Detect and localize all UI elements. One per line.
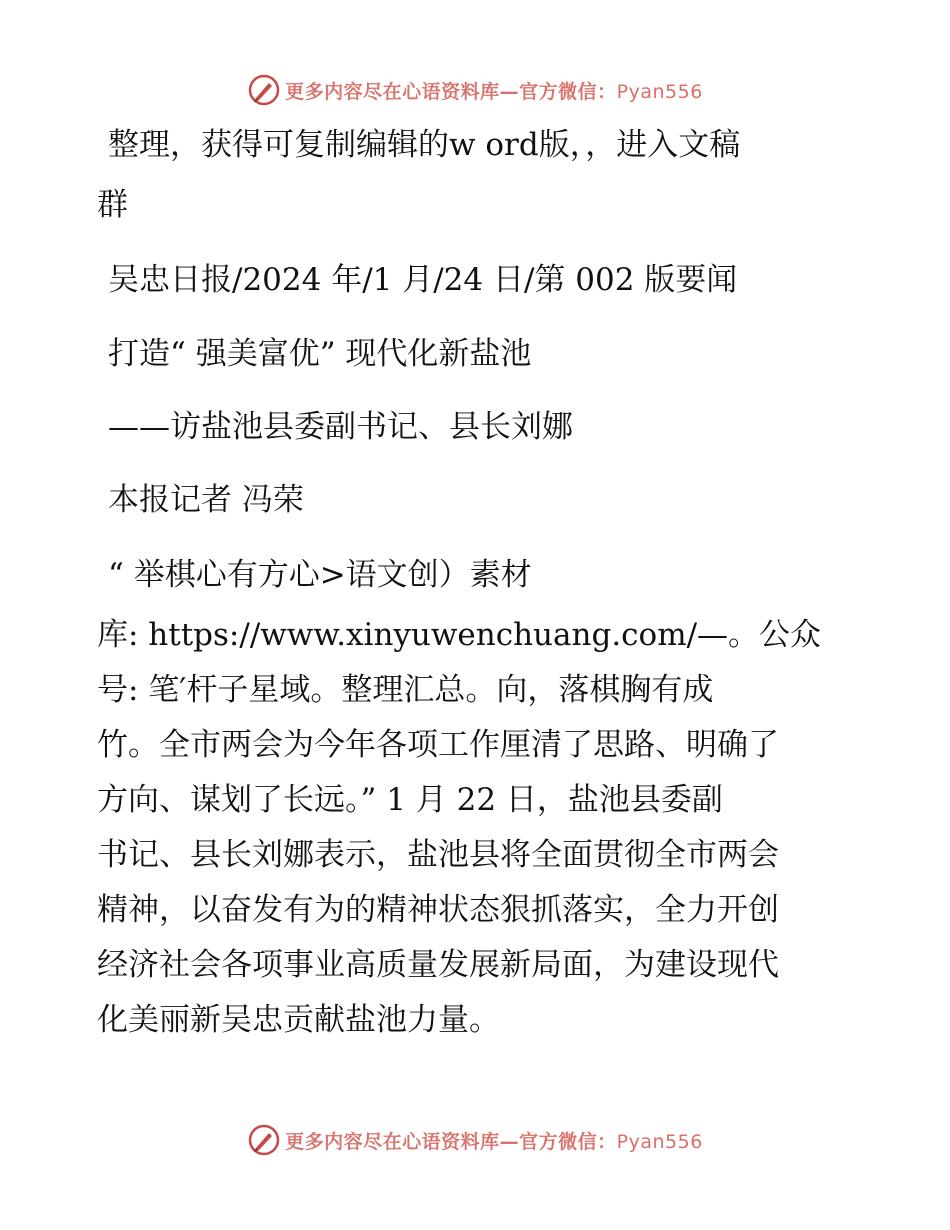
body-line: 竹。全市两会为今年各项工作厘清了思路、明确了 xyxy=(97,727,779,763)
intro-line: 整理，获得可复制编辑的w ord版，，进入文稿 xyxy=(108,127,741,163)
wechat-id: Pyan556 xyxy=(616,80,703,103)
subheadline: ——访盐池县委副书记、县长刘娜 xyxy=(108,409,573,445)
body-line: 号: 笔′杆子星域。整理汇总。向，落棋胸有成 xyxy=(97,672,714,708)
footer-watermark xyxy=(0,1120,950,1160)
body-line: 书记、县长刘娜表示，盐池县将全面贯彻全市两会 xyxy=(97,837,779,873)
body-line: 方向、谋划了长远。” 1 月 22 日，盐池县委副 xyxy=(97,782,723,818)
watermark-text: 更多内容尽在心语资料库—官方微信：Pyan556 xyxy=(285,1130,703,1153)
wechat-id: Pyan556 xyxy=(616,1130,703,1153)
body-line: 精神，以奋发有为的精神状态狠抓落实，全力开创 xyxy=(97,892,779,928)
body-paragraph xyxy=(97,608,867,1048)
header-watermark xyxy=(0,70,950,110)
watermark-text: 更多内容尽在心语资料库—官方微信：Pyan556 xyxy=(285,80,703,103)
pen-logo-icon xyxy=(247,73,281,107)
dateline: 吴忠日报/2024 年/1 月/24 日/第 002 版要闻 xyxy=(108,262,738,298)
body-line: 库: https://www.xinyuwenchuang.com/—。公众 xyxy=(97,617,822,653)
headline: 打造“ 强美富优” 现代化新盐池 xyxy=(108,336,532,372)
quote-line: “ 举棋心有方心>语文创）素材 xyxy=(108,557,532,593)
intro-line-continued: 群 xyxy=(97,187,128,223)
pen-logo-icon xyxy=(247,1123,281,1157)
body-line: 化美丽新吴忠贡献盐池力量。 xyxy=(97,1002,500,1038)
byline: 本报记者 冯荣 xyxy=(108,482,304,518)
body-line: 经济社会各项事业高质量发展新局面，为建设现代 xyxy=(97,947,779,983)
